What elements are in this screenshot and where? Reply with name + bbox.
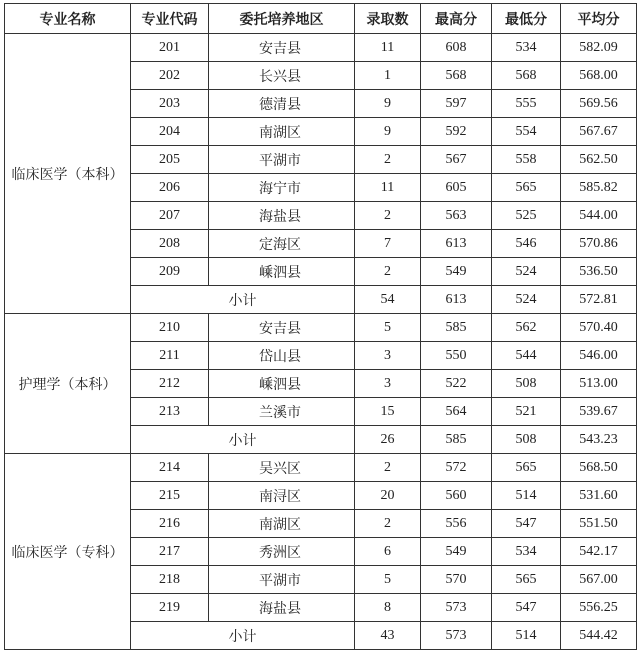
min-score-cell: 514 bbox=[492, 482, 561, 510]
table-row bbox=[5, 34, 637, 62]
min-score-cell: 565 bbox=[492, 174, 561, 202]
table-row bbox=[5, 314, 637, 342]
header-admitted-count: 录取数 bbox=[355, 4, 421, 34]
admission-score-table bbox=[4, 3, 637, 650]
region-cell: 吴兴区 bbox=[209, 454, 355, 482]
min-score-cell: 546 bbox=[492, 230, 561, 258]
header-region: 委托培养地区 bbox=[209, 4, 355, 34]
min-score-cell: 554 bbox=[492, 118, 561, 146]
max-score-cell: 613 bbox=[421, 230, 492, 258]
avg-score-cell: 546.00 bbox=[561, 342, 637, 370]
subtotal-admitted-count: 26 bbox=[355, 426, 421, 454]
max-score-cell: 550 bbox=[421, 342, 492, 370]
avg-score-cell: 536.50 bbox=[561, 258, 637, 286]
min-score-cell: 547 bbox=[492, 510, 561, 538]
avg-score-cell: 585.82 bbox=[561, 174, 637, 202]
admitted-count-cell: 7 bbox=[355, 230, 421, 258]
admitted-count-cell: 20 bbox=[355, 482, 421, 510]
max-score-cell: 570 bbox=[421, 566, 492, 594]
region-cell: 南浔区 bbox=[209, 482, 355, 510]
avg-score-cell: 551.50 bbox=[561, 510, 637, 538]
major-code-cell: 209 bbox=[131, 258, 209, 286]
min-score-cell: 525 bbox=[492, 202, 561, 230]
avg-score-cell: 568.50 bbox=[561, 454, 637, 482]
max-score-cell: 549 bbox=[421, 538, 492, 566]
major-code-cell: 208 bbox=[131, 230, 209, 258]
major-code-cell: 203 bbox=[131, 90, 209, 118]
avg-score-cell: 582.09 bbox=[561, 34, 637, 62]
major-code-cell: 202 bbox=[131, 62, 209, 90]
avg-score-cell: 569.56 bbox=[561, 90, 637, 118]
header-avg-score: 平均分 bbox=[561, 4, 637, 34]
subtotal-avg-score: 544.42 bbox=[561, 622, 637, 650]
max-score-cell: 564 bbox=[421, 398, 492, 426]
avg-score-cell: 562.50 bbox=[561, 146, 637, 174]
min-score-cell: 555 bbox=[492, 90, 561, 118]
max-score-cell: 549 bbox=[421, 258, 492, 286]
subtotal-avg-score: 543.23 bbox=[561, 426, 637, 454]
admitted-count-cell: 2 bbox=[355, 146, 421, 174]
admitted-count-cell: 8 bbox=[355, 594, 421, 622]
header-major-code: 专业代码 bbox=[131, 4, 209, 34]
region-cell: 嵊泗县 bbox=[209, 370, 355, 398]
subtotal-max-score: 585 bbox=[421, 426, 492, 454]
table-row bbox=[5, 454, 637, 482]
min-score-cell: 562 bbox=[492, 314, 561, 342]
major-code-cell: 218 bbox=[131, 566, 209, 594]
min-score-cell: 508 bbox=[492, 370, 561, 398]
avg-score-cell: 531.60 bbox=[561, 482, 637, 510]
avg-score-cell: 570.86 bbox=[561, 230, 637, 258]
region-cell: 海宁市 bbox=[209, 174, 355, 202]
region-cell: 南湖区 bbox=[209, 510, 355, 538]
avg-score-cell: 568.00 bbox=[561, 62, 637, 90]
subtotal-max-score: 573 bbox=[421, 622, 492, 650]
admitted-count-cell: 9 bbox=[355, 118, 421, 146]
min-score-cell: 565 bbox=[492, 454, 561, 482]
region-cell: 秀洲区 bbox=[209, 538, 355, 566]
max-score-cell: 608 bbox=[421, 34, 492, 62]
major-code-cell: 210 bbox=[131, 314, 209, 342]
min-score-cell: 547 bbox=[492, 594, 561, 622]
admitted-count-cell: 11 bbox=[355, 174, 421, 202]
region-cell: 安吉县 bbox=[209, 34, 355, 62]
avg-score-cell: 570.40 bbox=[561, 314, 637, 342]
major-code-cell: 205 bbox=[131, 146, 209, 174]
min-score-cell: 544 bbox=[492, 342, 561, 370]
header-max-score: 最高分 bbox=[421, 4, 492, 34]
avg-score-cell: 567.67 bbox=[561, 118, 637, 146]
min-score-cell: 558 bbox=[492, 146, 561, 174]
max-score-cell: 572 bbox=[421, 454, 492, 482]
header-major-name: 专业名称 bbox=[5, 4, 131, 34]
subtotal-min-score: 524 bbox=[492, 286, 561, 314]
admitted-count-cell: 9 bbox=[355, 90, 421, 118]
admitted-count-cell: 2 bbox=[355, 510, 421, 538]
admitted-count-cell: 11 bbox=[355, 34, 421, 62]
major-name-cell: 临床医学（专科） bbox=[5, 454, 131, 650]
region-cell: 海盐县 bbox=[209, 594, 355, 622]
region-cell: 平湖市 bbox=[209, 566, 355, 594]
admitted-count-cell: 2 bbox=[355, 454, 421, 482]
region-cell: 定海区 bbox=[209, 230, 355, 258]
avg-score-cell: 567.00 bbox=[561, 566, 637, 594]
min-score-cell: 534 bbox=[492, 34, 561, 62]
header-row bbox=[5, 4, 637, 34]
min-score-cell: 534 bbox=[492, 538, 561, 566]
max-score-cell: 563 bbox=[421, 202, 492, 230]
major-code-cell: 207 bbox=[131, 202, 209, 230]
region-cell: 兰溪市 bbox=[209, 398, 355, 426]
major-code-cell: 217 bbox=[131, 538, 209, 566]
major-code-cell: 215 bbox=[131, 482, 209, 510]
region-cell: 岱山县 bbox=[209, 342, 355, 370]
major-code-cell: 214 bbox=[131, 454, 209, 482]
admitted-count-cell: 15 bbox=[355, 398, 421, 426]
max-score-cell: 605 bbox=[421, 174, 492, 202]
admitted-count-cell: 1 bbox=[355, 62, 421, 90]
min-score-cell: 568 bbox=[492, 62, 561, 90]
region-cell: 安吉县 bbox=[209, 314, 355, 342]
major-code-cell: 216 bbox=[131, 510, 209, 538]
subtotal-min-score: 508 bbox=[492, 426, 561, 454]
avg-score-cell: 542.17 bbox=[561, 538, 637, 566]
avg-score-cell: 556.25 bbox=[561, 594, 637, 622]
admitted-count-cell: 3 bbox=[355, 370, 421, 398]
major-code-cell: 213 bbox=[131, 398, 209, 426]
region-cell: 长兴县 bbox=[209, 62, 355, 90]
min-score-cell: 521 bbox=[492, 398, 561, 426]
major-name-cell: 护理学（本科） bbox=[5, 314, 131, 454]
subtotal-avg-score: 572.81 bbox=[561, 286, 637, 314]
max-score-cell: 585 bbox=[421, 314, 492, 342]
major-code-cell: 206 bbox=[131, 174, 209, 202]
subtotal-max-score: 613 bbox=[421, 286, 492, 314]
major-code-cell: 219 bbox=[131, 594, 209, 622]
region-cell: 南湖区 bbox=[209, 118, 355, 146]
min-score-cell: 524 bbox=[492, 258, 561, 286]
region-cell: 德清县 bbox=[209, 90, 355, 118]
major-code-cell: 204 bbox=[131, 118, 209, 146]
admitted-count-cell: 5 bbox=[355, 566, 421, 594]
major-code-cell: 211 bbox=[131, 342, 209, 370]
min-score-cell: 565 bbox=[492, 566, 561, 594]
avg-score-cell: 544.00 bbox=[561, 202, 637, 230]
max-score-cell: 568 bbox=[421, 62, 492, 90]
max-score-cell: 567 bbox=[421, 146, 492, 174]
subtotal-min-score: 514 bbox=[492, 622, 561, 650]
region-cell: 嵊泗县 bbox=[209, 258, 355, 286]
header-min-score: 最低分 bbox=[492, 4, 561, 34]
admitted-count-cell: 2 bbox=[355, 258, 421, 286]
subtotal-label: 小计 bbox=[131, 622, 355, 650]
max-score-cell: 592 bbox=[421, 118, 492, 146]
avg-score-cell: 539.67 bbox=[561, 398, 637, 426]
admitted-count-cell: 5 bbox=[355, 314, 421, 342]
major-name-cell: 临床医学（本科） bbox=[5, 34, 131, 314]
max-score-cell: 597 bbox=[421, 90, 492, 118]
subtotal-admitted-count: 43 bbox=[355, 622, 421, 650]
max-score-cell: 556 bbox=[421, 510, 492, 538]
region-cell: 平湖市 bbox=[209, 146, 355, 174]
max-score-cell: 522 bbox=[421, 370, 492, 398]
major-code-cell: 212 bbox=[131, 370, 209, 398]
admitted-count-cell: 2 bbox=[355, 202, 421, 230]
major-code-cell: 201 bbox=[131, 34, 209, 62]
max-score-cell: 573 bbox=[421, 594, 492, 622]
subtotal-label: 小计 bbox=[131, 286, 355, 314]
region-cell: 海盐县 bbox=[209, 202, 355, 230]
admitted-count-cell: 3 bbox=[355, 342, 421, 370]
subtotal-label: 小计 bbox=[131, 426, 355, 454]
avg-score-cell: 513.00 bbox=[561, 370, 637, 398]
max-score-cell: 560 bbox=[421, 482, 492, 510]
subtotal-admitted-count: 54 bbox=[355, 286, 421, 314]
admitted-count-cell: 6 bbox=[355, 538, 421, 566]
